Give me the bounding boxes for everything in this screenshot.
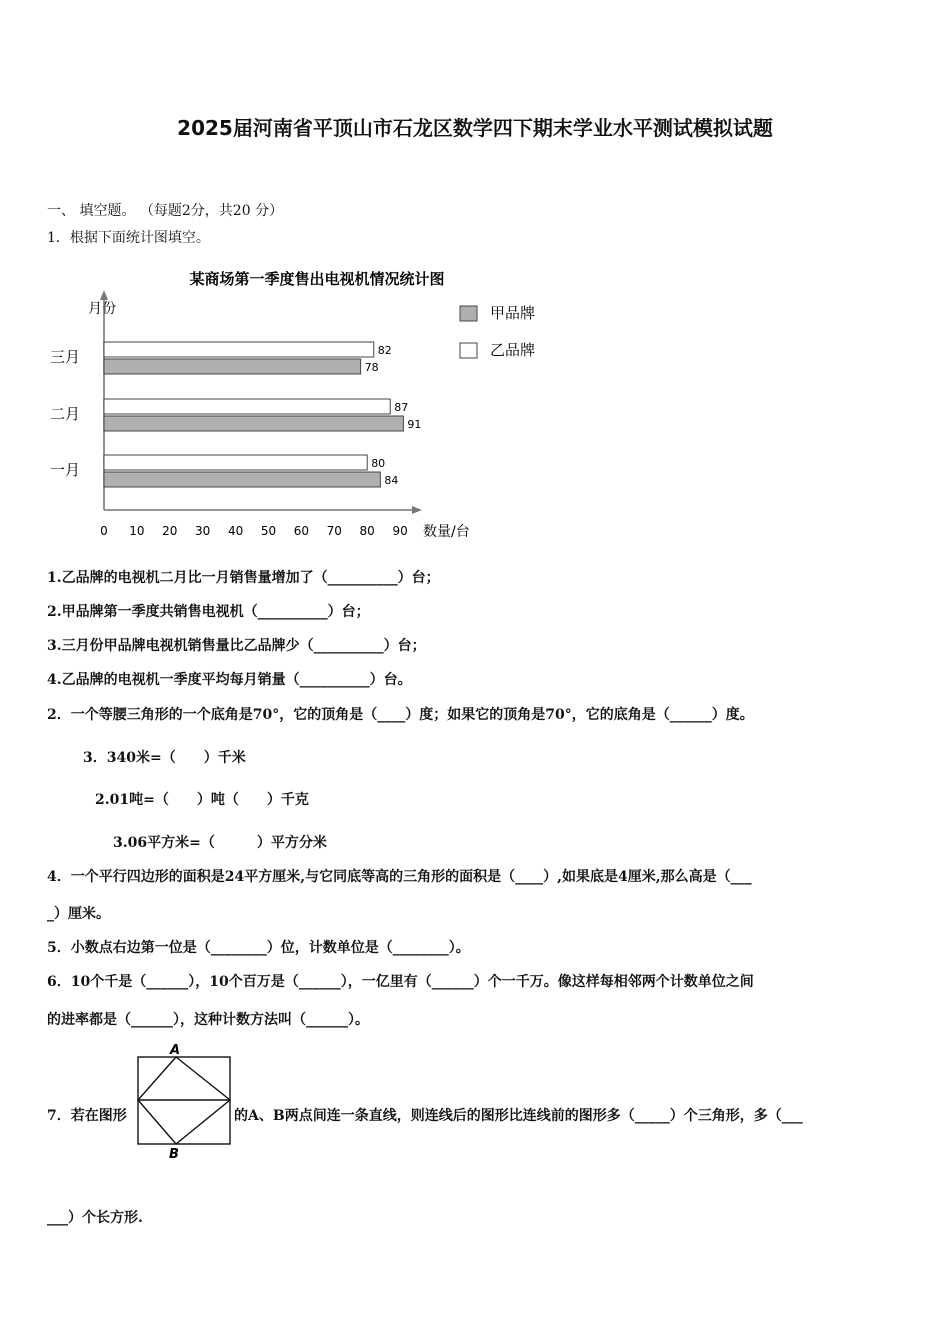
- bar-value-label: 87: [394, 401, 409, 414]
- chart-ylabel: 月份: [88, 301, 116, 317]
- question-4-line1: 4．一个平行四边形的面积是24平方厘米,与它同底等高的三角形的面积是（____）,如果底是4厘米,那么高是（___: [47, 869, 752, 885]
- bar-jia-2: [104, 472, 380, 487]
- bar-yi-1: [104, 399, 390, 414]
- category-label: 一月: [50, 461, 81, 479]
- bar-jia-0: [104, 359, 361, 374]
- section-heading: 一、 填空题。 （每题2分，共20 分）: [47, 203, 284, 219]
- question-7-line1: 的A、B两点间连一条直线，则连线后的图形比连线前的图形多（_____）个三角形，多（___: [234, 1108, 803, 1124]
- x-tick-label: 0: [100, 524, 108, 538]
- x-tick-label: 20: [162, 524, 178, 538]
- question-7-prefix: 7．若在图形: [47, 1108, 127, 1124]
- category-label: 二月: [50, 405, 81, 423]
- bar-jia-1: [104, 416, 403, 431]
- bar-value-label: 78: [364, 361, 379, 374]
- chart-xlabel: 数量/台: [423, 524, 470, 540]
- q1-sub-2: 2.甲品牌第一季度共销售电视机（__________）台；: [47, 604, 370, 620]
- point-b-label: B: [169, 1147, 179, 1162]
- category-label: 三月: [50, 348, 81, 366]
- y-axis-arrow: [100, 290, 108, 300]
- question-3-c: 3.06平方米=（ ）平方分米: [113, 835, 327, 851]
- bar-value-label: 84: [384, 474, 399, 487]
- q1-sub-3: 3.三月份甲品牌电视机销售量比乙品牌少（__________）台；: [47, 638, 426, 654]
- bar-value-label: 82: [377, 344, 392, 357]
- question-6-line1: 6．10个千是（______），10个百万是（______），一亿里有（______）个一千万。像这样每相邻两个计数单位之间: [47, 974, 754, 990]
- question-3-b: 2.01吨=（ ）吨（ ）千克: [95, 792, 309, 808]
- q1-sub-4: 4.乙品牌的电视机一季度平均每月销量（__________）台。: [47, 672, 412, 688]
- x-tick-label: 30: [195, 524, 211, 538]
- question-5: 5．小数点右边第一位是（________）位，计数单位是（________）。: [47, 940, 470, 956]
- x-tick-label: 80: [359, 524, 375, 538]
- chart-title: 某商场第一季度售出电视机情况统计图: [189, 270, 445, 288]
- question-7-line2: ___）个长方形.: [47, 1210, 143, 1226]
- x-tick-label: 60: [293, 524, 310, 538]
- question-3-a: 3．340米=（ ）千米: [83, 750, 246, 766]
- q1-sub-1: 1.乙品牌的电视机二月比一月销售量增加了（__________）台；: [47, 570, 440, 586]
- legend-label-yi: 乙品牌: [490, 341, 536, 359]
- x-axis-arrow: [412, 506, 422, 514]
- bar-yi-0: [104, 342, 374, 357]
- point-a-label: A: [170, 1043, 181, 1058]
- question-1: 1．根据下面统计图填空。: [47, 230, 210, 246]
- question-6-line2: 的进率都是（______），这种计数方法叫（______）。: [47, 1012, 369, 1028]
- bar-value-label: 91: [407, 418, 422, 431]
- legend-swatch-yi: [460, 343, 477, 358]
- x-tick-label: 40: [227, 524, 244, 538]
- geometry-figure: [132, 1040, 236, 1162]
- x-tick-label: 10: [129, 524, 145, 538]
- x-tick-label: 90: [392, 524, 408, 538]
- bar-value-label: 80: [371, 457, 386, 470]
- question-4-line2: _）厘米。: [47, 906, 110, 922]
- x-tick-label: 70: [326, 524, 342, 538]
- bar-yi-2: [104, 455, 367, 470]
- legend-swatch-jia: [460, 306, 477, 321]
- bar-chart: [40, 262, 560, 552]
- x-tick-label: 50: [260, 524, 277, 538]
- page-title: 2025届河南省平顶山市石龙区数学四下期末学业水平测试模拟试题: [177, 116, 773, 140]
- legend-label-jia: 甲品牌: [490, 304, 536, 322]
- question-2: 2．一个等腰三角形的一个底角是70°，它的顶角是（____）度；如果它的顶角是70°，它的底角是（______）度。: [47, 707, 754, 723]
